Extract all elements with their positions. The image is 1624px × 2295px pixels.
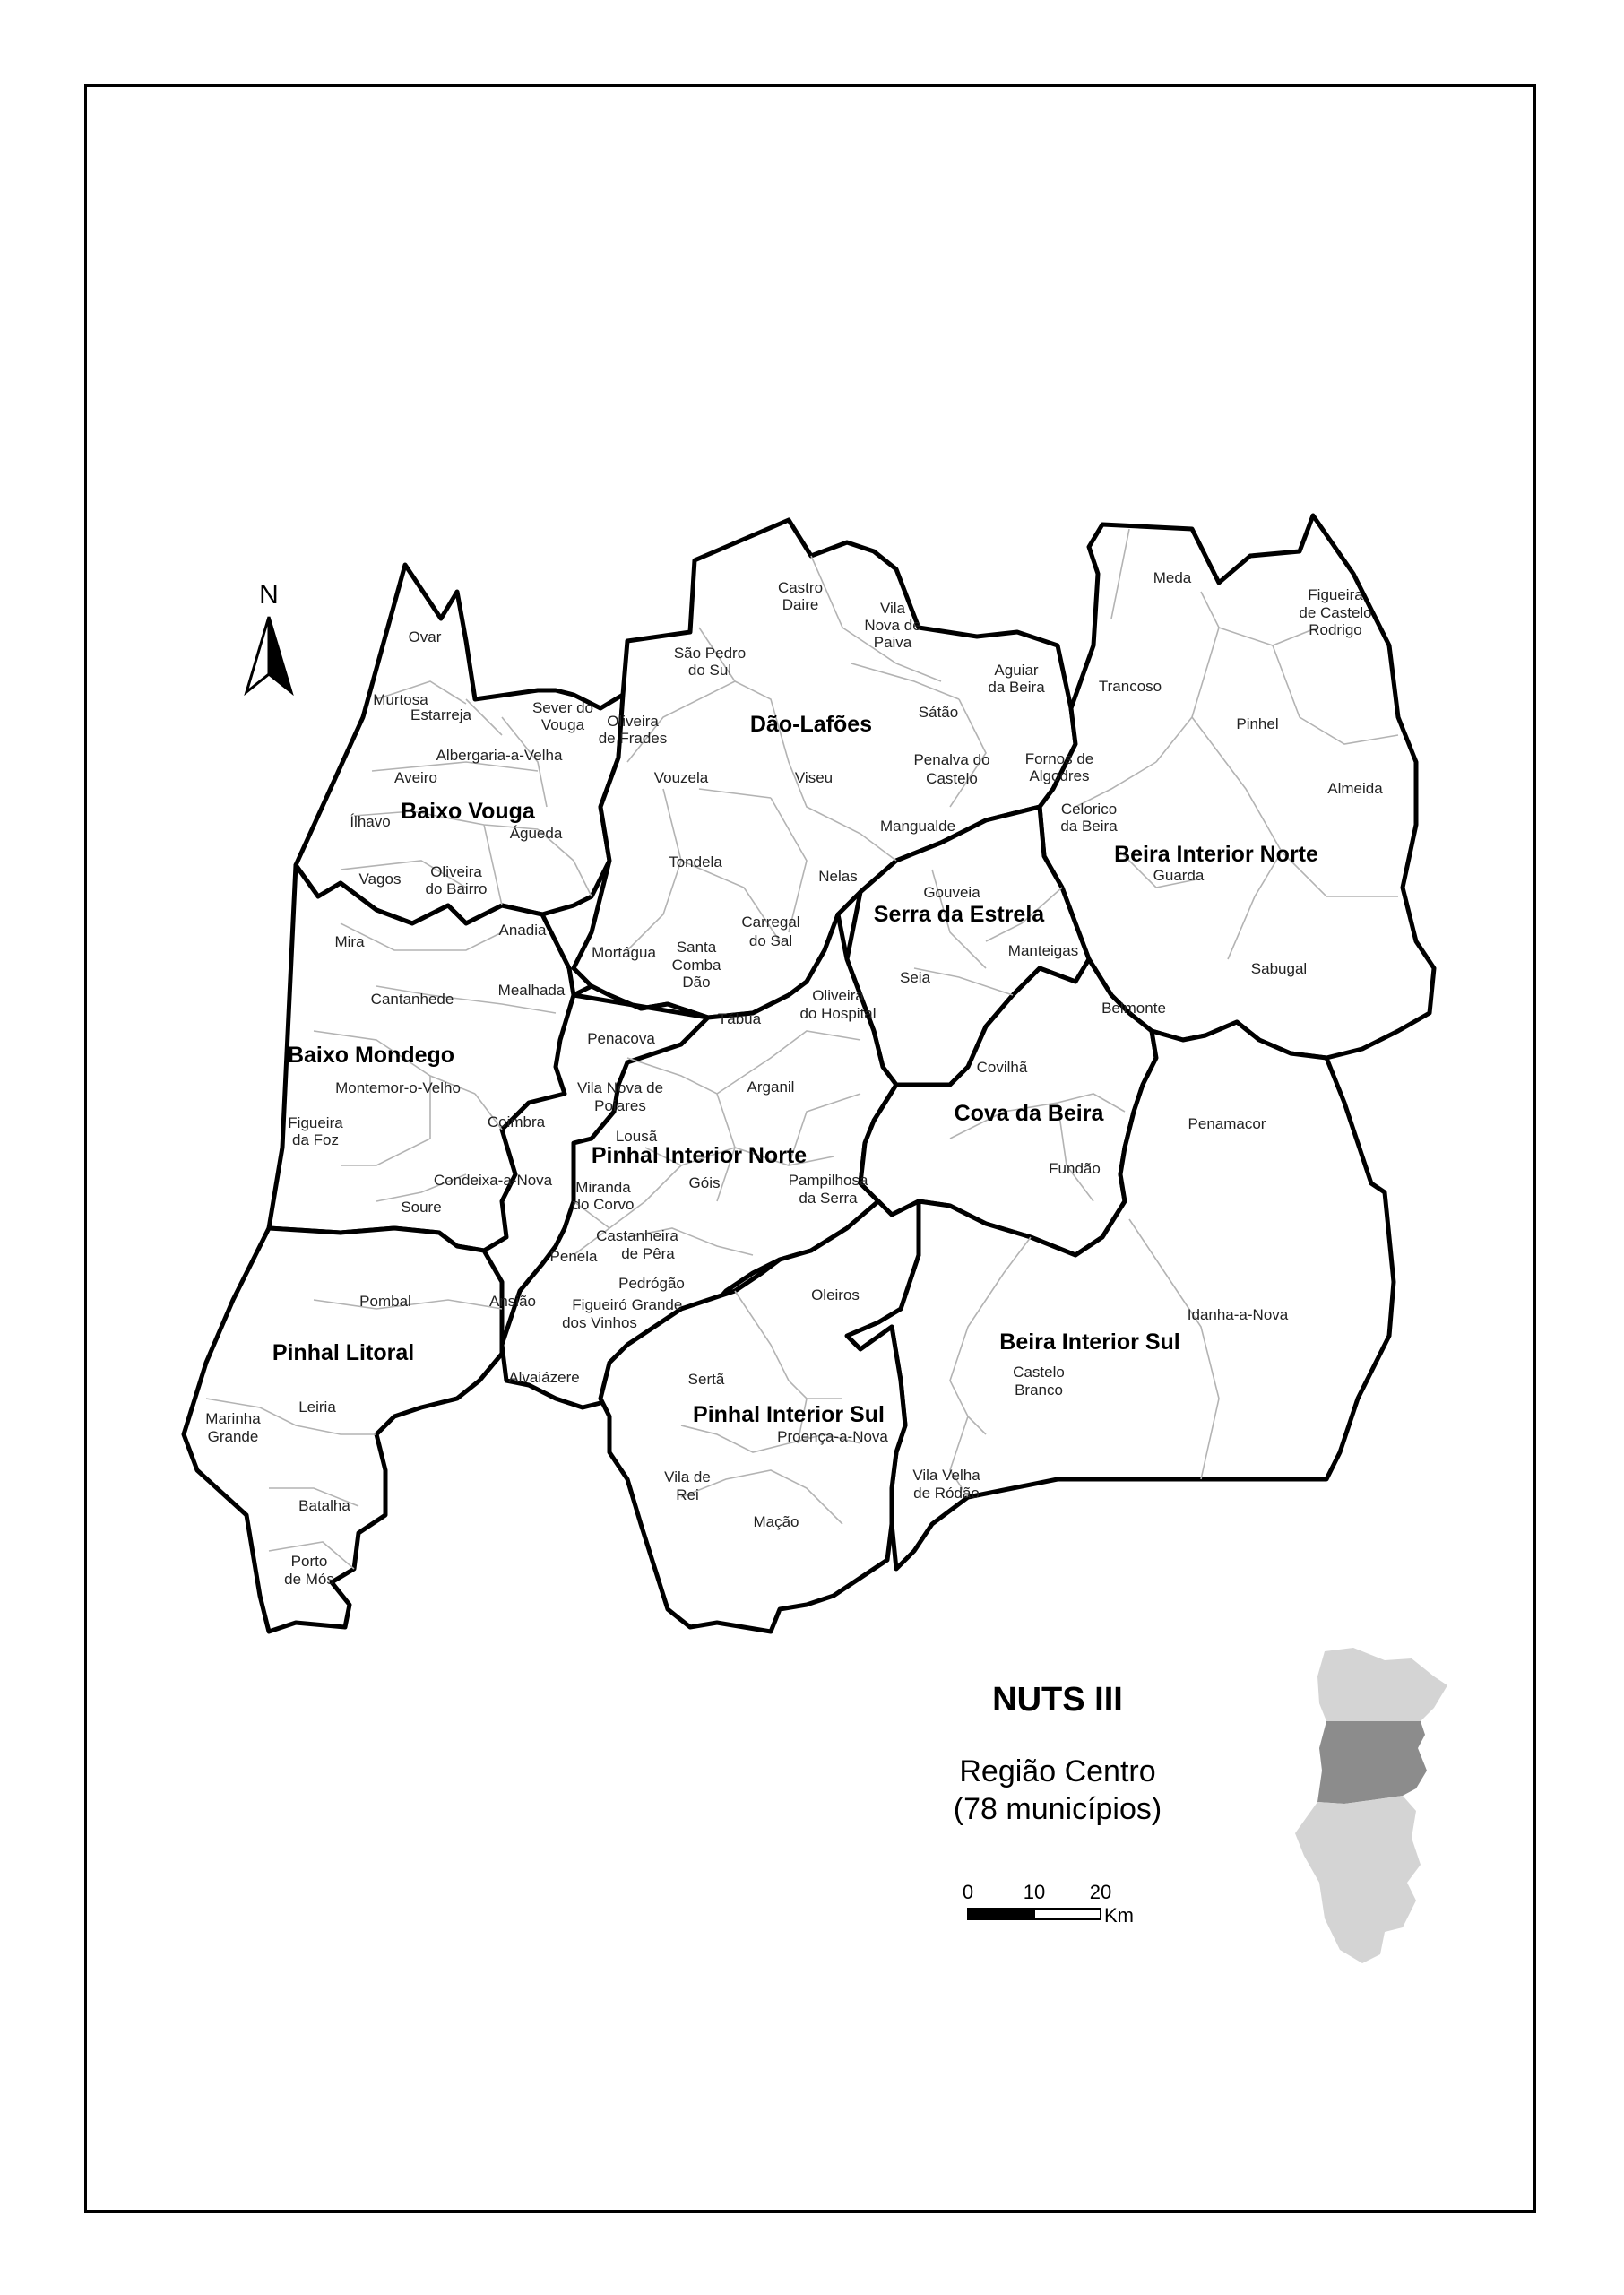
svg-text:Porto: Porto xyxy=(290,1553,328,1570)
svg-text:Fundão: Fundão xyxy=(1049,1160,1101,1177)
svg-text:da Beira: da Beira xyxy=(1060,818,1118,835)
svg-text:Castro: Castro xyxy=(777,579,824,596)
svg-text:Mira: Mira xyxy=(334,933,365,950)
svg-text:Batalha: Batalha xyxy=(298,1497,350,1514)
svg-text:Alvaiázere: Alvaiázere xyxy=(508,1369,580,1386)
svg-text:Vila: Vila xyxy=(879,600,906,617)
svg-text:de Ródão: de Ródão xyxy=(913,1485,980,1502)
svg-text:Guarda: Guarda xyxy=(1153,867,1205,884)
svg-text:Almeida: Almeida xyxy=(1327,780,1383,797)
svg-text:Góis: Góis xyxy=(688,1174,721,1191)
svg-text:do Corvo: do Corvo xyxy=(572,1196,635,1213)
svg-text:Serra da Estrela: Serra da Estrela xyxy=(873,902,1045,927)
legend-subtitle-line2: (78 municípios) xyxy=(953,1792,1162,1826)
svg-text:Seia: Seia xyxy=(899,969,931,986)
svg-text:Grande: Grande xyxy=(207,1428,259,1445)
svg-text:Murtosa: Murtosa xyxy=(373,691,428,708)
svg-text:Montemor-o-Velho: Montemor-o-Velho xyxy=(335,1079,461,1096)
svg-text:Águeda: Águeda xyxy=(509,825,563,842)
svg-text:Beira Interior Norte: Beira Interior Norte xyxy=(1114,842,1318,867)
svg-text:Penela: Penela xyxy=(549,1248,598,1265)
svg-text:20: 20 xyxy=(1089,1881,1112,1903)
svg-text:Tábua: Tábua xyxy=(717,1010,762,1027)
svg-text:Covilhã: Covilhã xyxy=(976,1059,1028,1076)
svg-text:Pedrógão: Pedrógão xyxy=(618,1275,685,1292)
legend-subtitle xyxy=(896,1753,1219,1828)
svg-text:Mealhada: Mealhada xyxy=(497,982,566,999)
svg-text:Marinha: Marinha xyxy=(205,1410,261,1427)
svg-text:Cova da Beira: Cova da Beira xyxy=(954,1101,1104,1126)
svg-text:Proença-a-Nova: Proença-a-Nova xyxy=(777,1428,888,1445)
svg-text:Sátão: Sátão xyxy=(918,704,959,721)
svg-text:Penacova: Penacova xyxy=(587,1030,655,1047)
svg-text:Nova de: Nova de xyxy=(864,617,921,634)
svg-text:da Serra: da Serra xyxy=(799,1190,858,1207)
svg-text:Estarreja: Estarreja xyxy=(410,706,472,723)
svg-text:Vila Nova de: Vila Nova de xyxy=(576,1079,664,1096)
svg-text:Celorico: Celorico xyxy=(1060,801,1118,818)
scale-bar xyxy=(963,1881,1134,1927)
svg-text:Castanheira: Castanheira xyxy=(596,1227,678,1244)
svg-text:do Sal: do Sal xyxy=(748,932,793,949)
svg-text:Castelo: Castelo xyxy=(1013,1364,1065,1381)
legend-title: NUTS III xyxy=(992,1681,1123,1719)
svg-text:Santa: Santa xyxy=(676,939,717,956)
svg-text:Soure: Soure xyxy=(401,1199,442,1216)
svg-text:Dão-Lafões: Dão-Lafões xyxy=(749,712,873,737)
svg-text:Daire: Daire xyxy=(782,596,819,613)
svg-text:Oleiros: Oleiros xyxy=(811,1286,860,1303)
svg-text:de Castelo: de Castelo xyxy=(1299,604,1372,621)
north-arrow-icon xyxy=(246,580,291,692)
svg-text:de Frades: de Frades xyxy=(598,730,668,747)
svg-text:Miranda: Miranda xyxy=(575,1179,631,1196)
svg-text:Pinhal Interior Sul: Pinhal Interior Sul xyxy=(693,1402,885,1427)
svg-text:Ovar: Ovar xyxy=(408,628,442,645)
svg-text:Aveiro: Aveiro xyxy=(394,769,437,786)
svg-text:Castelo: Castelo xyxy=(926,770,978,787)
svg-text:Trancoso: Trancoso xyxy=(1098,678,1162,695)
svg-text:Baixo Vouga: Baixo Vouga xyxy=(401,799,535,824)
portugal-inset-map xyxy=(1295,1648,1447,1963)
svg-text:Sever do: Sever do xyxy=(531,699,594,716)
svg-text:Dão: Dão xyxy=(682,974,711,991)
svg-text:Idanha-a-Nova: Idanha-a-Nova xyxy=(1187,1306,1289,1323)
svg-text:Anadia: Anadia xyxy=(498,922,547,939)
svg-text:Ansião: Ansião xyxy=(489,1293,536,1310)
svg-text:Penalva do: Penalva do xyxy=(913,751,990,768)
svg-text:Belmonte: Belmonte xyxy=(1101,1000,1166,1017)
svg-text:Aguiar: Aguiar xyxy=(994,662,1039,679)
svg-text:Branco: Branco xyxy=(1015,1381,1063,1399)
svg-text:Figueiró: Figueiró xyxy=(572,1296,627,1313)
svg-text:Pombal: Pombal xyxy=(359,1293,411,1310)
svg-text:da Foz: da Foz xyxy=(292,1131,339,1148)
svg-text:Vagos: Vagos xyxy=(358,870,402,888)
svg-text:Lousã: Lousã xyxy=(615,1128,658,1145)
svg-text:Pampilhosa: Pampilhosa xyxy=(788,1172,868,1189)
svg-text:10: 10 xyxy=(1023,1881,1046,1903)
svg-text:Condeixa-a-Nova: Condeixa-a-Nova xyxy=(433,1172,553,1189)
svg-text:Mortágua: Mortágua xyxy=(592,944,656,961)
svg-text:Ílhavo: Ílhavo xyxy=(350,813,391,830)
svg-text:Gouveia: Gouveia xyxy=(923,884,980,901)
svg-text:Coimbra: Coimbra xyxy=(487,1113,546,1130)
svg-text:Leiria: Leiria xyxy=(298,1399,336,1416)
svg-text:Km: Km xyxy=(1104,1904,1134,1927)
svg-text:Oliveira: Oliveira xyxy=(607,713,659,730)
svg-text:Rei: Rei xyxy=(676,1486,699,1503)
svg-text:Grande: Grande xyxy=(631,1296,683,1313)
svg-text:Mação: Mação xyxy=(753,1513,799,1530)
svg-text:da Beira: da Beira xyxy=(988,679,1045,696)
svg-text:Cantanhede: Cantanhede xyxy=(370,991,454,1008)
svg-text:Rodrigo: Rodrigo xyxy=(1309,621,1362,638)
svg-text:Manteigas: Manteigas xyxy=(1007,942,1079,959)
svg-text:São Pedro: São Pedro xyxy=(673,645,747,662)
svg-text:Comba: Comba xyxy=(671,957,721,974)
legend-subtitle-line1: Região Centro xyxy=(959,1754,1156,1788)
svg-text:Oliveira: Oliveira xyxy=(812,987,864,1004)
svg-text:de Pêra: de Pêra xyxy=(621,1245,675,1262)
svg-text:Meda: Meda xyxy=(1153,569,1192,586)
svg-text:Beira Interior Sul: Beira Interior Sul xyxy=(999,1329,1180,1355)
svg-text:dos Vinhos: dos Vinhos xyxy=(562,1314,637,1331)
svg-text:Vouga: Vouga xyxy=(540,716,585,733)
svg-text:0: 0 xyxy=(962,1881,974,1903)
svg-text:do Hospital: do Hospital xyxy=(799,1005,877,1022)
svg-text:Vouzela: Vouzela xyxy=(653,769,709,786)
svg-text:Baixo Mondego: Baixo Mondego xyxy=(287,1043,455,1068)
svg-text:N: N xyxy=(259,580,279,610)
svg-text:Pinhel: Pinhel xyxy=(1236,715,1279,732)
svg-text:Pinhal Litoral: Pinhal Litoral xyxy=(272,1340,415,1365)
svg-text:Albergaria-a-Velha: Albergaria-a-Velha xyxy=(436,747,563,764)
svg-text:Paiva: Paiva xyxy=(873,634,912,651)
svg-text:Fornos de: Fornos de xyxy=(1024,750,1094,767)
svg-text:Pinhal Interior Norte: Pinhal Interior Norte xyxy=(591,1143,808,1168)
svg-text:do Bairro: do Bairro xyxy=(425,880,488,897)
svg-text:Arganil: Arganil xyxy=(747,1078,795,1096)
region-boundaries xyxy=(184,515,1434,1632)
svg-text:Mangualde: Mangualde xyxy=(879,818,956,835)
svg-text:Vila Velha: Vila Velha xyxy=(912,1467,980,1484)
svg-text:Penamacor: Penamacor xyxy=(1188,1115,1266,1132)
svg-text:Vila de: Vila de xyxy=(664,1468,711,1485)
svg-text:Nelas: Nelas xyxy=(818,868,858,885)
svg-text:Figueira: Figueira xyxy=(288,1114,343,1131)
svg-text:de Mós: de Mós xyxy=(284,1571,334,1588)
svg-text:Algodres: Algodres xyxy=(1029,767,1090,784)
svg-text:Oliveira: Oliveira xyxy=(430,863,482,880)
svg-text:Viseu: Viseu xyxy=(794,769,834,786)
svg-text:Poiares: Poiares xyxy=(594,1097,646,1114)
svg-text:Carregal: Carregal xyxy=(741,914,800,931)
svg-text:do Sul: do Sul xyxy=(687,662,732,679)
svg-text:Tondela: Tondela xyxy=(669,853,722,870)
svg-text:Sertã: Sertã xyxy=(687,1371,725,1388)
svg-text:Sabugal: Sabugal xyxy=(1250,960,1308,977)
svg-text:Figueira: Figueira xyxy=(1308,586,1363,603)
